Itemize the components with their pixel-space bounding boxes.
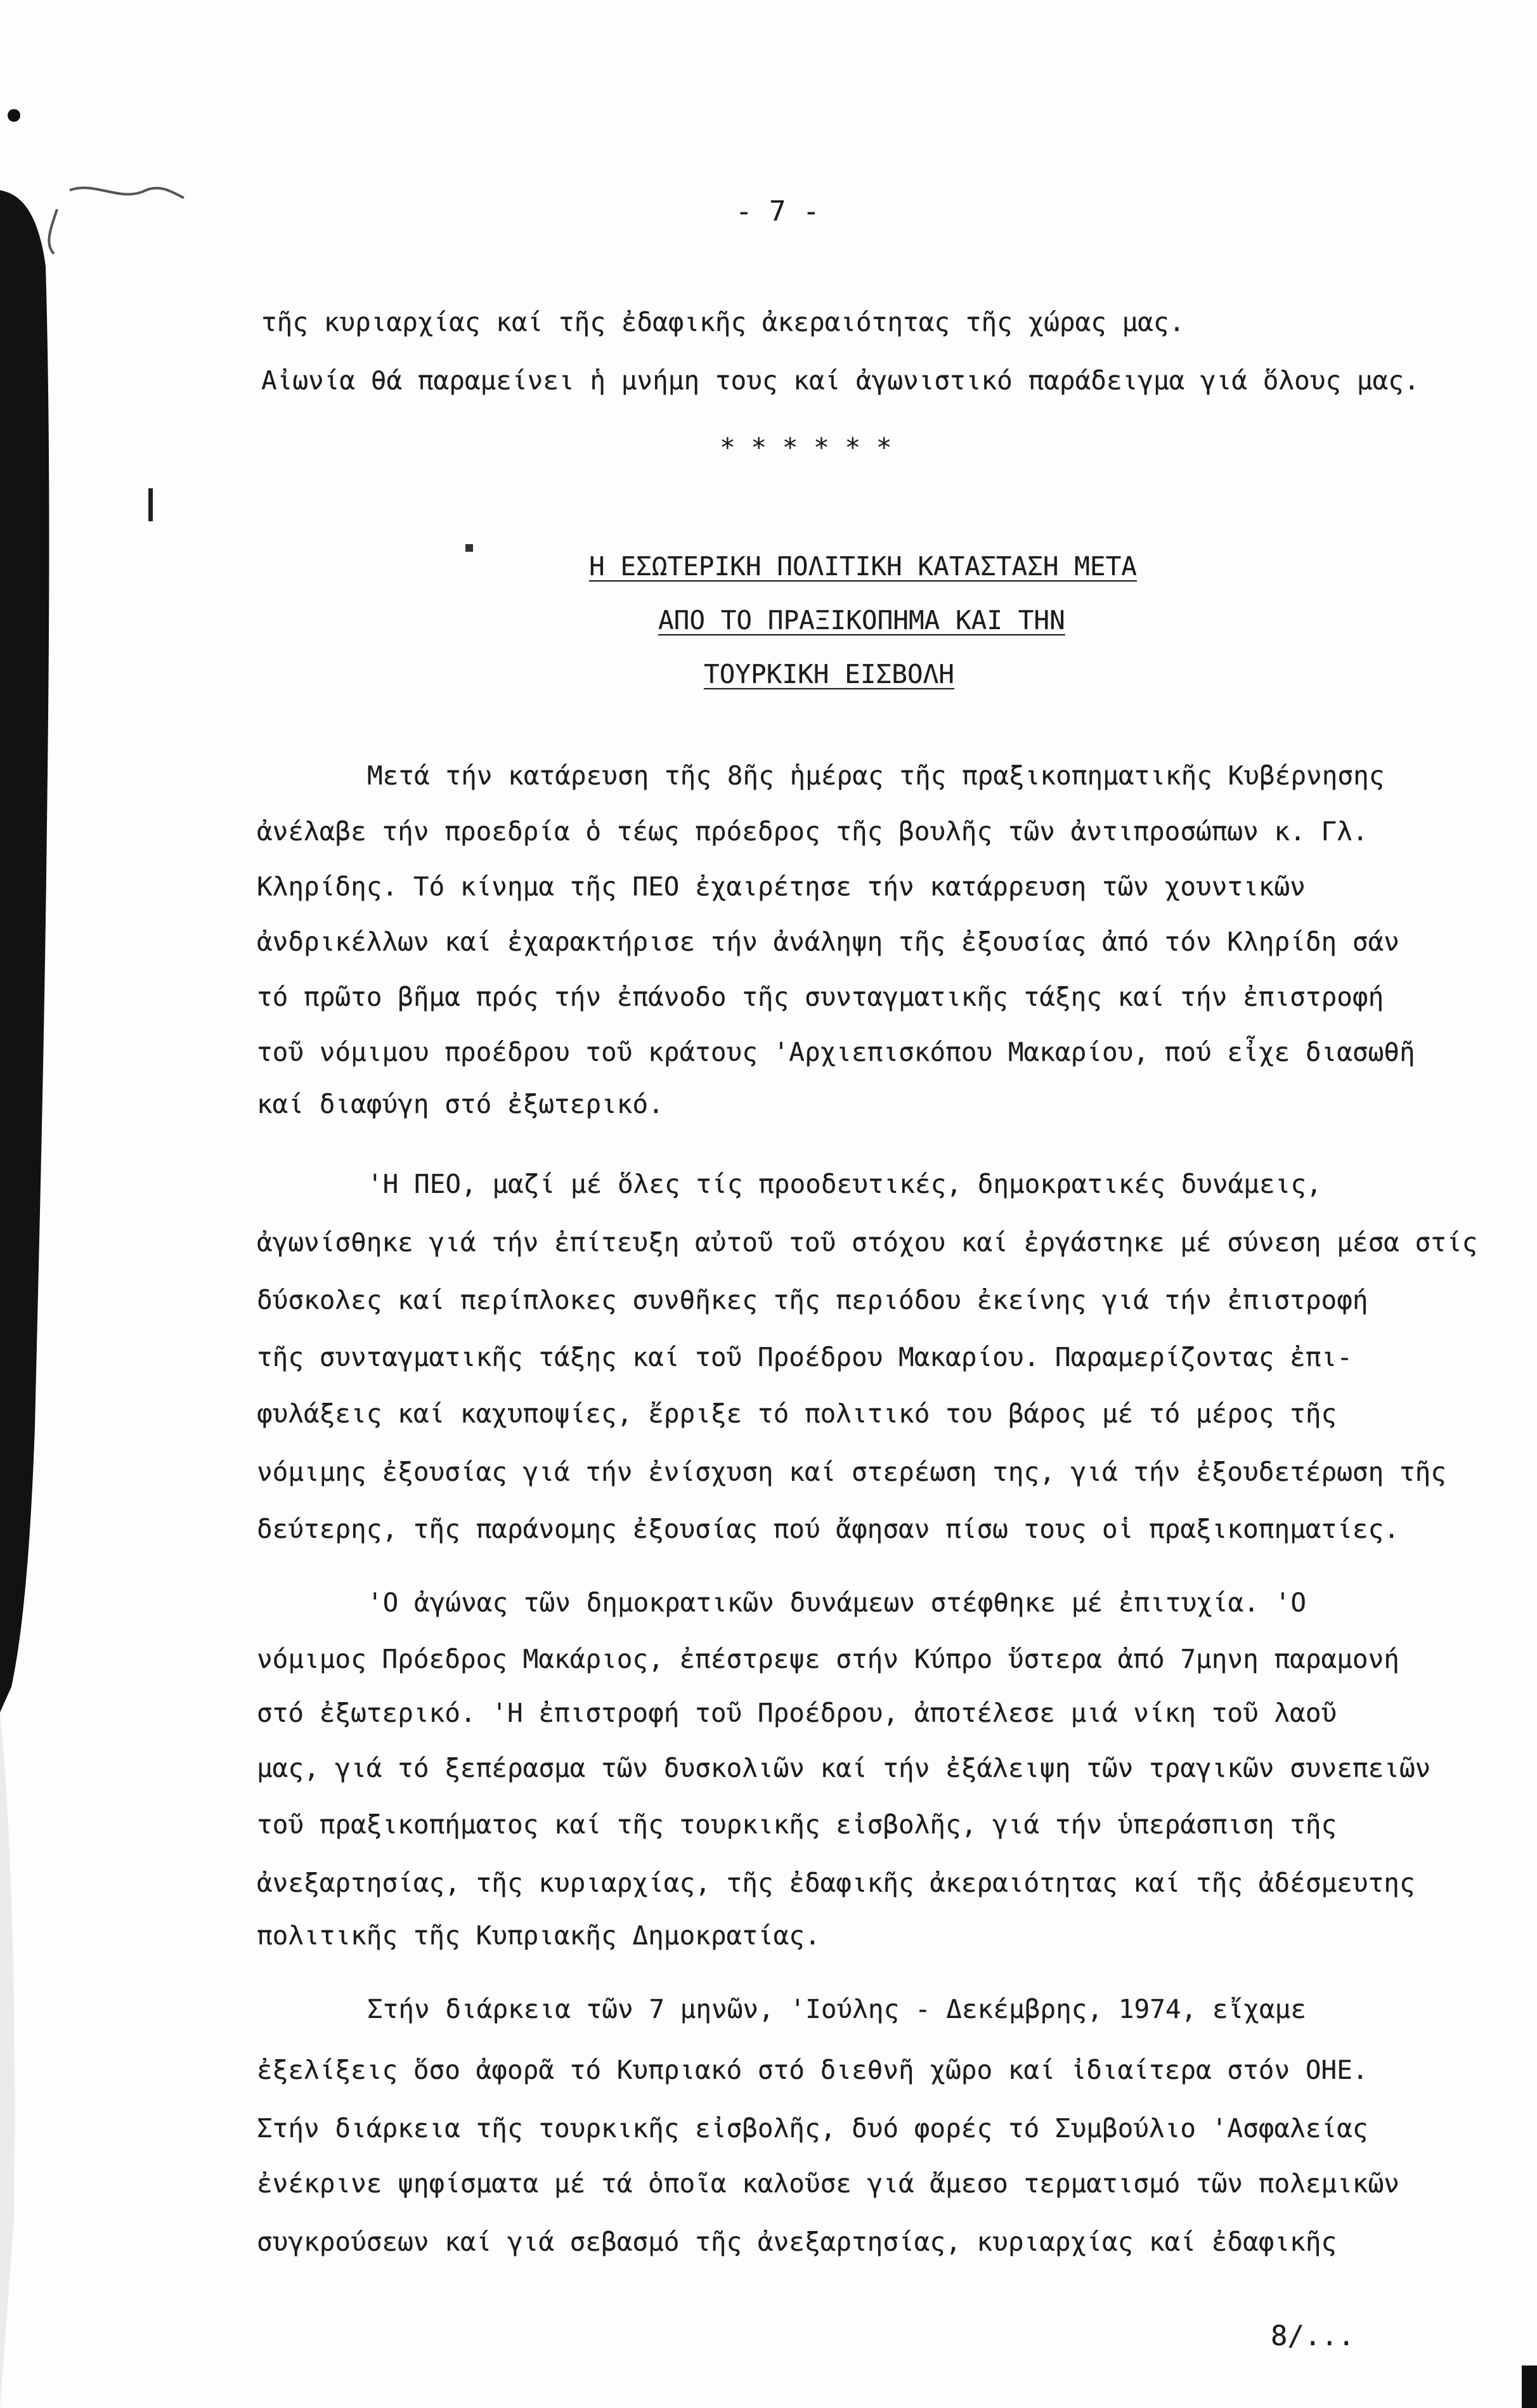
- paragraph-line: νόμιμος Πρόεδρος Μακάριος, ἐπέστρεψε στήν Κύπρο ὕστερα ἀπό 7μηνη παραμονή: [257, 1644, 1399, 1674]
- scan-edge-shadow: [0, 190, 49, 1712]
- paragraph-line: Κληρίδης. Τό κίνημα τῆς ΠΕΟ ἐχαιρέτησε τήν κατάρρευση τῶν χουντικῶν: [257, 871, 1306, 902]
- paragraph-line: συγκρούσεων καί γιά σεβασμό τῆς ἀνεξαρτησίας, κυριαρχίας καί ἐδαφικῆς: [257, 2227, 1337, 2257]
- paragraph-line: Μετά τήν κατάρευση τῆς 8ῆς ἡμέρας τῆς πραξικοπηματικῆς Κυβέρνησης: [367, 760, 1385, 791]
- page-number: - 7 -: [736, 195, 820, 228]
- paragraph-line: νόμιμης ἐξουσίας γιά τήν ἐνίσχυση καί στερέωση της, γιά τήν ἐξουδετέρωση τῆς: [257, 1457, 1446, 1487]
- paragraph-line: τοῦ νόμιμου προέδρου τοῦ κράτους 'Αρχιεπισκόπου Μακαρίου, πού εἶχε διασωθῆ: [257, 1037, 1415, 1067]
- paragraph-line: δεύτερης, τῆς παράνομης ἐξουσίας πού ἄφησαν πίσω τους οἱ πραξικοπηματίες.: [257, 1514, 1399, 1544]
- paragraph-line: ἀνεξαρτησίας, τῆς κυριαρχίας, τῆς ἐδαφικῆς ἀκεραιότητας καί τῆς ἀδέσμευτης: [257, 1868, 1415, 1898]
- scan-mark: [148, 488, 153, 521]
- paragraph-line: ἀνδρικέλλων καί ἐχαρακτήρισε τήν ἀνάληψη τῆς ἐξουσίας ἀπό τόν Κληρίδη σάν: [257, 927, 1399, 957]
- paragraph-line: μας, γιά τό ξεπέρασμα τῶν δυσκολιῶν καί τήν ἐξάλειψη τῶν τραγικῶν συνεπειῶν: [257, 1753, 1431, 1783]
- paragraph-line: ἐνέκρινε ψηφίσματα μέ τά ὁποῖα καλοῦσε γιά ἄμεσο τερματισμό τῶν πολεμικῶν: [257, 2168, 1399, 2199]
- paragraph-line: πολιτικῆς τῆς Κυπριακῆς Δημοκρατίας.: [257, 1920, 820, 1951]
- paragraph-line: φυλάξεις καί καχυποψίες, ἔρριξε τό πολιτικό του βάρος μέ τό μέρος τῆς: [257, 1398, 1337, 1429]
- scan-scribble: [49, 188, 184, 254]
- scan-edge-fade: [0, 1712, 15, 2408]
- paragraph-line: στό ἐξωτερικό. 'Η ἐπιστροφή τοῦ Προέδρου, ἀποτέλεσε μιά νίκη τοῦ λαοῦ: [257, 1698, 1337, 1728]
- scan-corner-mark: [1522, 2366, 1537, 2408]
- paragraph-line: καί διαφύγη στό ἐξωτερικό.: [257, 1089, 664, 1119]
- paragraph-line: ἀγωνίσθηκε γιά τήν ἐπίτευξη αὐτοῦ τοῦ στόχου καί ἐργάστηκε μέ σύνεση μέσα στίς: [257, 1227, 1478, 1258]
- section-separator: * * * * * *: [720, 433, 892, 463]
- continuation-line: Αἰωνία θά παραμείνει ἡ μνήμη τους καί ἀγωνιστικό παράδειγμα γιά ὅλους μας.: [261, 365, 1420, 396]
- paragraph-line: Στήν διάρκεια τῶν 7 μηνῶν, 'Ιούλης - Δεκέμβρης, 1974, εἴχαμε: [367, 1994, 1307, 2024]
- scan-speck: [8, 109, 20, 122]
- paragraph-line: ἀνέλαβε τήν προεδρία ὁ τέως πρόεδρος τῆς βουλῆς τῶν ἀντιπροσώπων κ. Γλ.: [257, 816, 1368, 847]
- paragraph-line: 'Η ΠΕΟ, μαζί μέ ὅλες τίς προοδευτικές, δημοκρατικές δυνάμεις,: [367, 1169, 1322, 1199]
- next-page-marker: 8/...: [1271, 2320, 1355, 2352]
- continuation-line: τῆς κυριαρχίας καί τῆς ἐδαφικῆς ἀκεραιότητας τῆς χώρας μας.: [261, 307, 1185, 337]
- paragraph-line: τοῦ πραξικοπήματος καί τῆς τουρκικῆς εἰσβολῆς, γιά τήν ὑπεράσπιση τῆς: [257, 1809, 1337, 1840]
- paragraph-line: ἐξελίξεις ὅσο ἀφορᾶ τό Κυπριακό στό διεθνῆ χῶρο καί ἰδιαίτερα στόν ΟΗΕ.: [257, 2055, 1368, 2085]
- paragraph-line: 'Ο ἀγώνας τῶν δημοκρατικῶν δυνάμεων στέφθηκε μέ ἐπιτυχία. 'Ο: [367, 1587, 1307, 1618]
- heading-line: ΤΟΥΡΚΙΚΗ ΕΙΣΒΟΛΗ: [704, 659, 954, 689]
- paragraph-line: τῆς συνταγματικῆς τάξης καί τοῦ Προέδρου Μακαρίου. Παραμερίζοντας ἐπι-: [257, 1342, 1352, 1372]
- paragraph-line: τό πρῶτο βῆμα πρός τήν ἐπάνοδο τῆς συνταγματικῆς τάξης καί τήν ἐπιστροφή: [257, 982, 1384, 1012]
- heading-line: ΑΠΟ ΤΟ ΠΡΑΞΙΚΟΠΗΜΑ ΚΑΙ ΤΗΝ: [658, 605, 1065, 635]
- paragraph-line: δύσκολες καί περίπλοκες συνθῆκες τῆς περιόδου ἐκείνης γιά τήν ἐπιστροφή: [257, 1285, 1368, 1315]
- heading-line: Η ΕΣΩΤΕΡΙΚΗ ΠΟΛΙΤΙΚΗ ΚΑΤΑΣΤΑΣΗ ΜΕΤΑ: [589, 551, 1137, 582]
- paragraph-line: Στήν διάρκεια τῆς τουρκικῆς εἰσβολῆς, δυό φορές τό Συμβούλιο 'Ασφαλείας: [257, 2113, 1368, 2144]
- scan-mark: [465, 544, 473, 552]
